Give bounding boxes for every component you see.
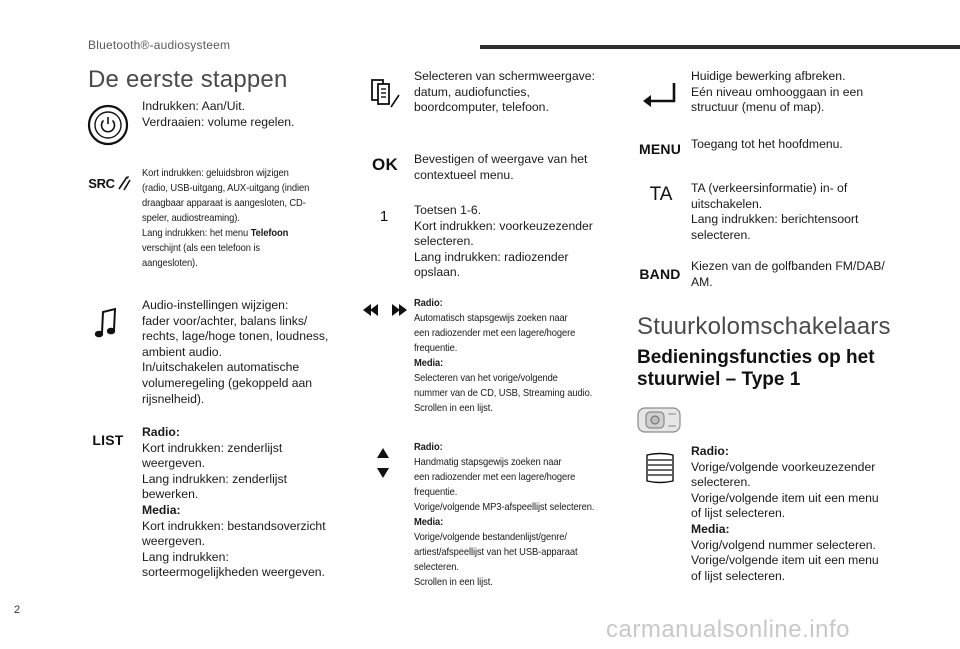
ta-button-icon: TA <box>649 184 673 205</box>
menu-button-icon: MENU <box>638 141 682 157</box>
watermark: carmanualsonline.info <box>606 616 850 643</box>
band-button-icon: BAND <box>639 266 681 282</box>
ta-description: TA (verkeersinformatie) in- of uitschakelen. Lang indrukken: berichtensoort selecteren. <box>691 181 859 242</box>
section-title-first-steps: De eerste stappen <box>88 66 288 93</box>
list-description: Radio: Kort indrukken: zenderlijst weergeven. Lang indrukken: zenderlijst bewerken. Media: Kort indrukken: bestandsoverzicht weergeven. Lang indrukken: sorteermogelijkheden weergeven. <box>142 425 326 580</box>
subsection-title: Bedieningsfuncties op het stuurwiel – Type 1 <box>637 347 875 390</box>
display-selection-description: Selecteren van schermweergave: datum, audiofuncties, boordcomputer, telefoon. <box>414 69 595 115</box>
seek-description: Radio: Automatisch stapsgewijs zoeken naar een radiozender met een lagere/hogere frequentie. Media: Selecteren van het vorige/volgende nummer van de CD, USB, Streaming audio. Scrollen in een lijst. <box>414 298 593 414</box>
scroll-wheel-icon <box>642 450 678 486</box>
back-description: Huidige bewerking afbreken. Eén niveau omhooggaan in een structuur (menu of map). <box>691 69 864 115</box>
ok-button-icon: OK <box>372 155 398 174</box>
back-arrow-icon <box>640 78 680 110</box>
band-description: Kiezen van de golfbanden FM/DAB/ AM. <box>691 259 885 289</box>
power-knob-icon <box>87 104 129 146</box>
preset-1-button-icon: 1 <box>379 207 389 225</box>
src-description: Kort indrukken: geluidsbron wijzigen (radio, USB-uitgang, AUX-uitgang (indien draagbaar apparaat is aangesloten, CD- speler, audiostreaming). Lang indrukken: het menu Telefoon verschijnt (als een telefoon is aangesloten). <box>142 168 310 269</box>
header-rule <box>480 45 960 49</box>
power-description: Indrukken: Aan/Uit. Verdraaien: volume regelen. <box>142 99 295 129</box>
running-header: Bluetooth®-audiosysteem <box>88 38 231 52</box>
seek-left-right-icon <box>362 302 408 318</box>
music-note-icon <box>91 305 121 341</box>
audio-settings-description: Audio-instellingen wijzigen: fader voor/achter, balans links/ rechts, lage/hoge tonen, loudness, ambient audio. In/uitschakelen automatische volumeregeling (gekoppeld aan rijsnelheid). <box>142 298 329 406</box>
wheel-description: Radio: Vorige/volgende voorkeuzezender selecteren. Vorige/volgende item uit een menu of lijst selecteren. Media: Vorig/volgend nummer selecteren. Vorige/volgende item uit een menu of lijst selecteren. <box>691 444 879 583</box>
preset-keys-description: Toetsen 1-6. Kort indrukken: voorkeuzezender selecteren. Lang indrukken: radiozender opslaan. <box>414 203 593 280</box>
display-selection-icon <box>368 76 402 110</box>
page-number: 2 <box>14 604 21 616</box>
src-button-icon: SRC <box>86 173 134 193</box>
up-down-description: Radio: Handmatig stapsgewijs zoeken naar een radiozender met een lagere/hogere frequentie. Vorige/volgende MP3-afspeellijst selecteren. Media: Vorige/volgende bestandenlijst/genre/ artiest/afspeellijst van het USB-apparaat selecteren. Scrollen in een lijst. <box>414 442 595 588</box>
up-down-arrows-icon <box>374 446 392 480</box>
steering-stalk-icon <box>636 404 682 436</box>
menu-description: Toegang tot het hoofdmenu. <box>691 137 843 151</box>
list-button-icon: LIST <box>92 432 124 448</box>
section-title-steering-column: Stuurkolomschakelaars <box>637 313 891 340</box>
ok-description: Bevestigen of weergave van het contextueel menu. <box>414 152 588 182</box>
